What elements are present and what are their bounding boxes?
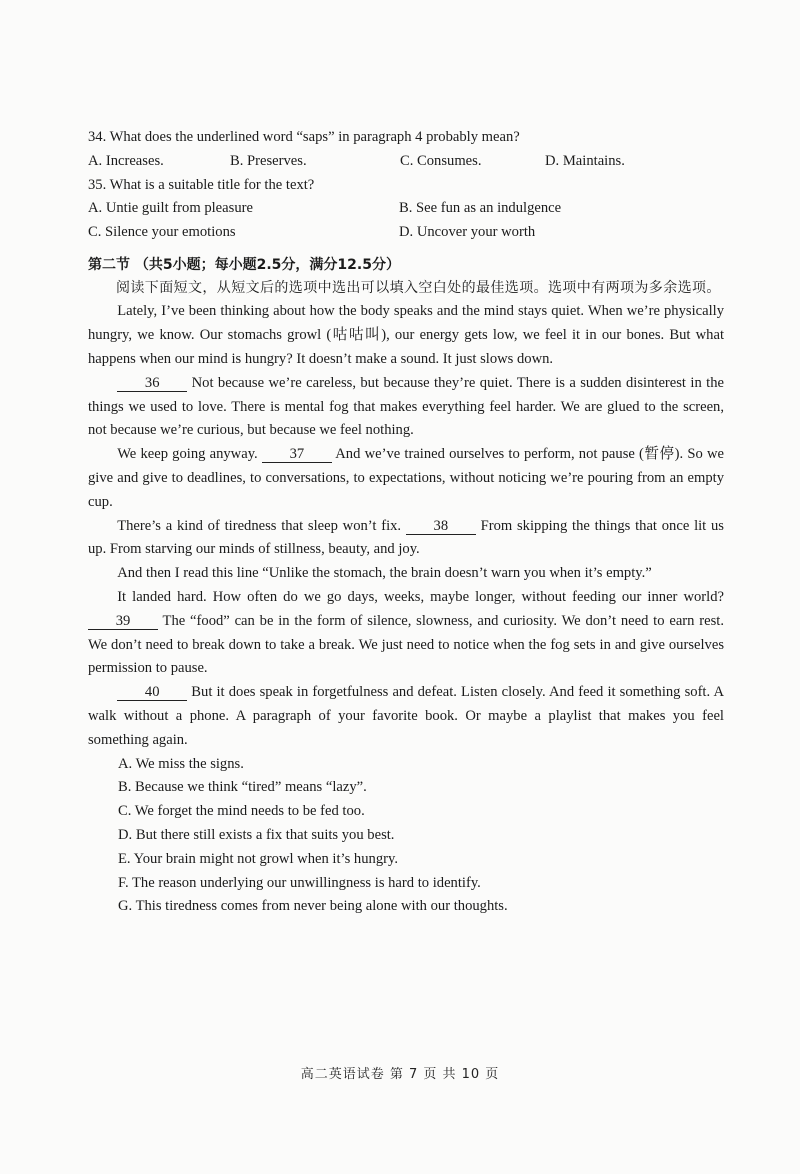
question-34-stem: 34. What does the underlined word “saps” in paragraph 4 probably mean? <box>88 129 520 145</box>
passage-paragraph-7 <box>88 681 724 752</box>
paragraph-4-text-b: From skipping the things that once lit us up. From starving our minds of stillness, beauty, and joy. <box>88 517 724 558</box>
answer-choices-list <box>88 753 724 920</box>
choice-g: G. This tiredness comes from never being alone with our thoughts. <box>118 898 508 915</box>
choice-c: C. We forget the mind needs to be fed too. <box>118 803 365 820</box>
choice-b: B. Because we think “tired” means “lazy”. <box>118 779 367 796</box>
paragraph-3-text-b: And we’ve trained ourselves to perform, not pause (暂停). So we give and give to deadlines, to conversations, to expectations, without noticing we’re pouring from an empty cup. <box>88 446 724 510</box>
section-instructions: 阅读下面短文，从短文后的选项中选出可以填入空白处的最佳选项。选项中有两项为多余选项。 <box>116 279 721 296</box>
paragraph-7-text: But it does speak in forgetfulness and defeat. Listen closely. And feed it something soft. A walk without a phone. A paragraph of your favorite book. Or maybe a playlist that makes you feel something again. <box>88 684 724 748</box>
section-heading: 第二节 （共5小题；每小题2.5分，满分12.5分） <box>88 256 400 273</box>
page-content <box>88 126 724 919</box>
paragraph-4-text-a: There’s a kind of tiredness that sleep won’t fix. <box>117 517 406 534</box>
choice-a: A. We miss the signs. <box>118 755 244 772</box>
question-35-stem: 35. What is a suitable title for the text? <box>88 176 315 193</box>
paragraph-6-text-b: The “food” can be in the form of silence, slowness, and curiosity. We don’t need to earn rest. We don’t need to break down to take a break. We just need to notice when the fog sets in and give ourselves permission to pause. <box>88 612 724 677</box>
passage-paragraph-2 <box>88 372 724 443</box>
question-35-options-row1 <box>88 197 724 221</box>
q34-option-c: C. Consumes. <box>400 152 482 169</box>
q34-option-a: A. Increases. <box>88 152 164 169</box>
passage-paragraph-5: And then I read this line “Unlike the stomach, the brain doesn’t warn you when it’s empty.” <box>117 565 652 582</box>
page-footer: 高二英语试卷 第 7 页 共 10 页 <box>300 1067 500 1082</box>
paragraph-2-text: Not because we’re careless, but because they’re quiet. There is a sudden disinterest in the things we used to love. There is mental fog that makes everything feel harder. We are glued to the screen, not because we’re curious, but because we feel nothing. <box>88 374 724 439</box>
blank-40: 40 <box>117 684 187 701</box>
question-35-options-row2 <box>88 221 724 245</box>
q35-option-b: B. See fun as an indulgence <box>399 200 562 217</box>
question-34-options <box>88 150 724 174</box>
q34-option-d: D. Maintains. <box>545 152 625 169</box>
blank-38: 38 <box>406 518 476 535</box>
choice-d: D. But there still exists a fix that suits you best. <box>118 827 395 844</box>
blank-37: 37 <box>262 446 332 463</box>
blank-36: 36 <box>117 375 187 392</box>
blank-39: 39 <box>88 613 158 630</box>
paragraph-6-text-a: It landed hard. How often do we go days, weeks, maybe longer, without feeding our inner world? <box>117 589 724 606</box>
q34-option-b: B. Preserves. <box>230 152 307 169</box>
q35-option-d: D. Uncover your worth <box>399 224 536 241</box>
q35-option-a: A. Untie guilt from pleasure <box>88 200 253 217</box>
passage-paragraph-6 <box>88 586 724 681</box>
passage-paragraph-3 <box>88 443 724 514</box>
q35-option-c: C. Silence your emotions <box>88 224 236 241</box>
passage-paragraph-1: Lately, I’ve been thinking about how the body speaks and the mind stays quiet. When we’re physically hungry, we know. Our stomachs growl (咕咕叫), our energy gets low, we feel it in our bones. But what happens when our mind is hungry? It doesn’t make a sound. It just slows down. <box>88 303 724 368</box>
choice-e: E. Your brain might not growl when it’s hungry. <box>118 850 398 867</box>
choice-f: F. The reason underlying our unwillingness is hard to identify. <box>118 874 481 891</box>
passage-paragraph-4 <box>88 515 724 563</box>
paragraph-3-text-a: We keep going anyway. <box>117 446 262 463</box>
